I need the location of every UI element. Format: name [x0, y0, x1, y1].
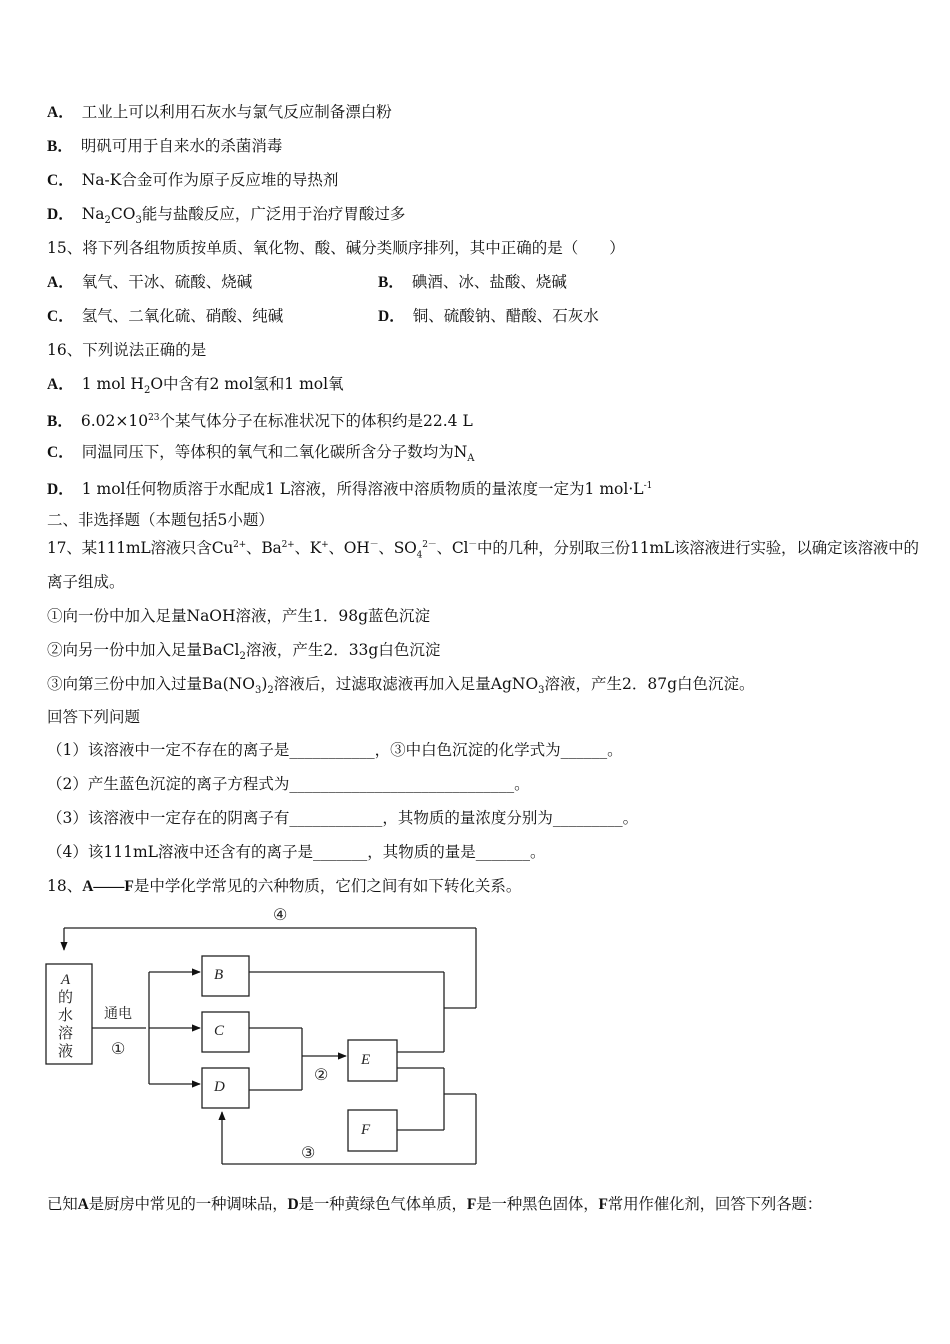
- q16-stem: 16、下列说法正确的是: [47, 341, 207, 359]
- box-c: [202, 1012, 249, 1052]
- box-a-label-3: 溶: [58, 1026, 74, 1042]
- q14-option-b: B． 明矾可用于自来水的杀菌消毒: [47, 137, 283, 155]
- step-1: ①: [111, 1041, 126, 1058]
- label-b: B: [214, 967, 224, 983]
- label-f: F: [361, 1122, 371, 1138]
- q15-option-b: B． 碘酒、冰、盐酸、烧碱: [378, 273, 567, 291]
- q14-option-a: A． 工业上可以利用石灰水与氯气反应制备漂白粉: [47, 103, 392, 121]
- q17-stem: 17、某111mL溶液只含$Cu^{2+}$、$Ba^{2+}$、K+、OH－、$SO_4^{2-}$、Cl－中的几种，分别取三份11mL该溶液进行实验，以确定该溶液中的: [47, 539, 919, 561]
- step-2: ②: [314, 1067, 329, 1084]
- q15-option-c: C． 氢气、二氧化硫、硝酸、纯碱: [47, 307, 284, 325]
- q17-stem-cont: 离子组成。: [47, 573, 125, 591]
- box-f: [348, 1110, 397, 1151]
- q15-option-a: A． 氧气、干冰、硫酸、烧碱: [47, 273, 253, 291]
- box-d: [202, 1068, 249, 1108]
- q17-part4: （4）该111mL溶液中还含有的离子是_______，其物质的量是_______。: [47, 843, 546, 861]
- q17-part2: （2）产生蓝色沉淀的离子方程式为_____________________________。: [47, 775, 530, 793]
- q15-option-d: D． 铜、硫酸钠、醋酸、石灰水: [378, 307, 599, 325]
- q18-known: 已知A是厨房中常见的一种调味品，D是一种黄绿色气体单质，F是一种黑色固体，F常用作催化剂，回答下列各题：: [47, 1195, 822, 1213]
- q16-option-a: A． 1 mol $H_2O$中含有2 mol氢和1 mol氧: [47, 375, 344, 397]
- q17-part3: （3）该溶液中一定存在的阴离子有____________，其物质的量浓度分别为_________。: [47, 809, 639, 827]
- label-power: 通电: [104, 1007, 132, 1022]
- step-4: ④: [273, 907, 288, 924]
- q17-exp2: ②向另一份中加入足量BaCl$_2$溶液，产生2．33g白色沉淀: [47, 641, 441, 663]
- label-d: D: [214, 1079, 225, 1095]
- q16-option-b: B． $6.02\times 10^{23}$个某气体分子在标准状况下的体积约是22.4 L: [47, 412, 473, 431]
- q14-option-d: D． $Na_2CO_3$能与盐酸反应，广泛用于治疗胃酸过多: [47, 205, 406, 227]
- q17-exp1: ①向一份中加入足量NaOH溶液，产生1．98g蓝色沉淀: [47, 607, 431, 625]
- label-e: E: [361, 1052, 371, 1068]
- q17-prompt: 回答下列问题: [47, 708, 141, 726]
- box-b: [202, 956, 249, 996]
- step-3: ③: [301, 1145, 316, 1162]
- q14-option-c: C． Na-K合金可作为原子反应堆的导热剂: [47, 171, 339, 189]
- section-heading: 二、非选择题（本题包括5小题）: [47, 511, 274, 529]
- q16-option-c: C． 同温同压下，等体积的氧气和二氧化碳所含分子数均为$N_A$: [47, 443, 475, 465]
- box-e: [348, 1040, 397, 1081]
- box-a-label-0: A: [61, 972, 71, 988]
- q16-option-d: D． 1 mol任何物质溶于水配成1 L溶液，所得溶液中溶质物质的量浓度一定为1 $mol\cdot L^{-1}$: [47, 480, 653, 499]
- box-a-label-4: 液: [58, 1044, 74, 1060]
- q15-stem: 15、将下列各组物质按单质、氧化物、酸、碱分类顺序排列，其中正确的是（ ）: [47, 239, 625, 257]
- q18-stem: 18、A——F是中学化学常见的六种物质，它们之间有如下转化关系。: [47, 877, 522, 895]
- label-c: C: [214, 1023, 225, 1039]
- box-a-label-2: 水: [58, 1008, 74, 1024]
- box-a-label-1: 的: [58, 990, 74, 1006]
- q17-exp3: ③向第三份中加入过量$Ba(NO_3)_2$溶液后，过滤取滤液再加入足量AgNO$_3$溶液，产生2．87g白色沉淀。: [47, 675, 755, 697]
- q17-part1: （1）该溶液中一定不存在的离子是___________，③中白色沉淀的化学式为______。: [47, 741, 623, 759]
